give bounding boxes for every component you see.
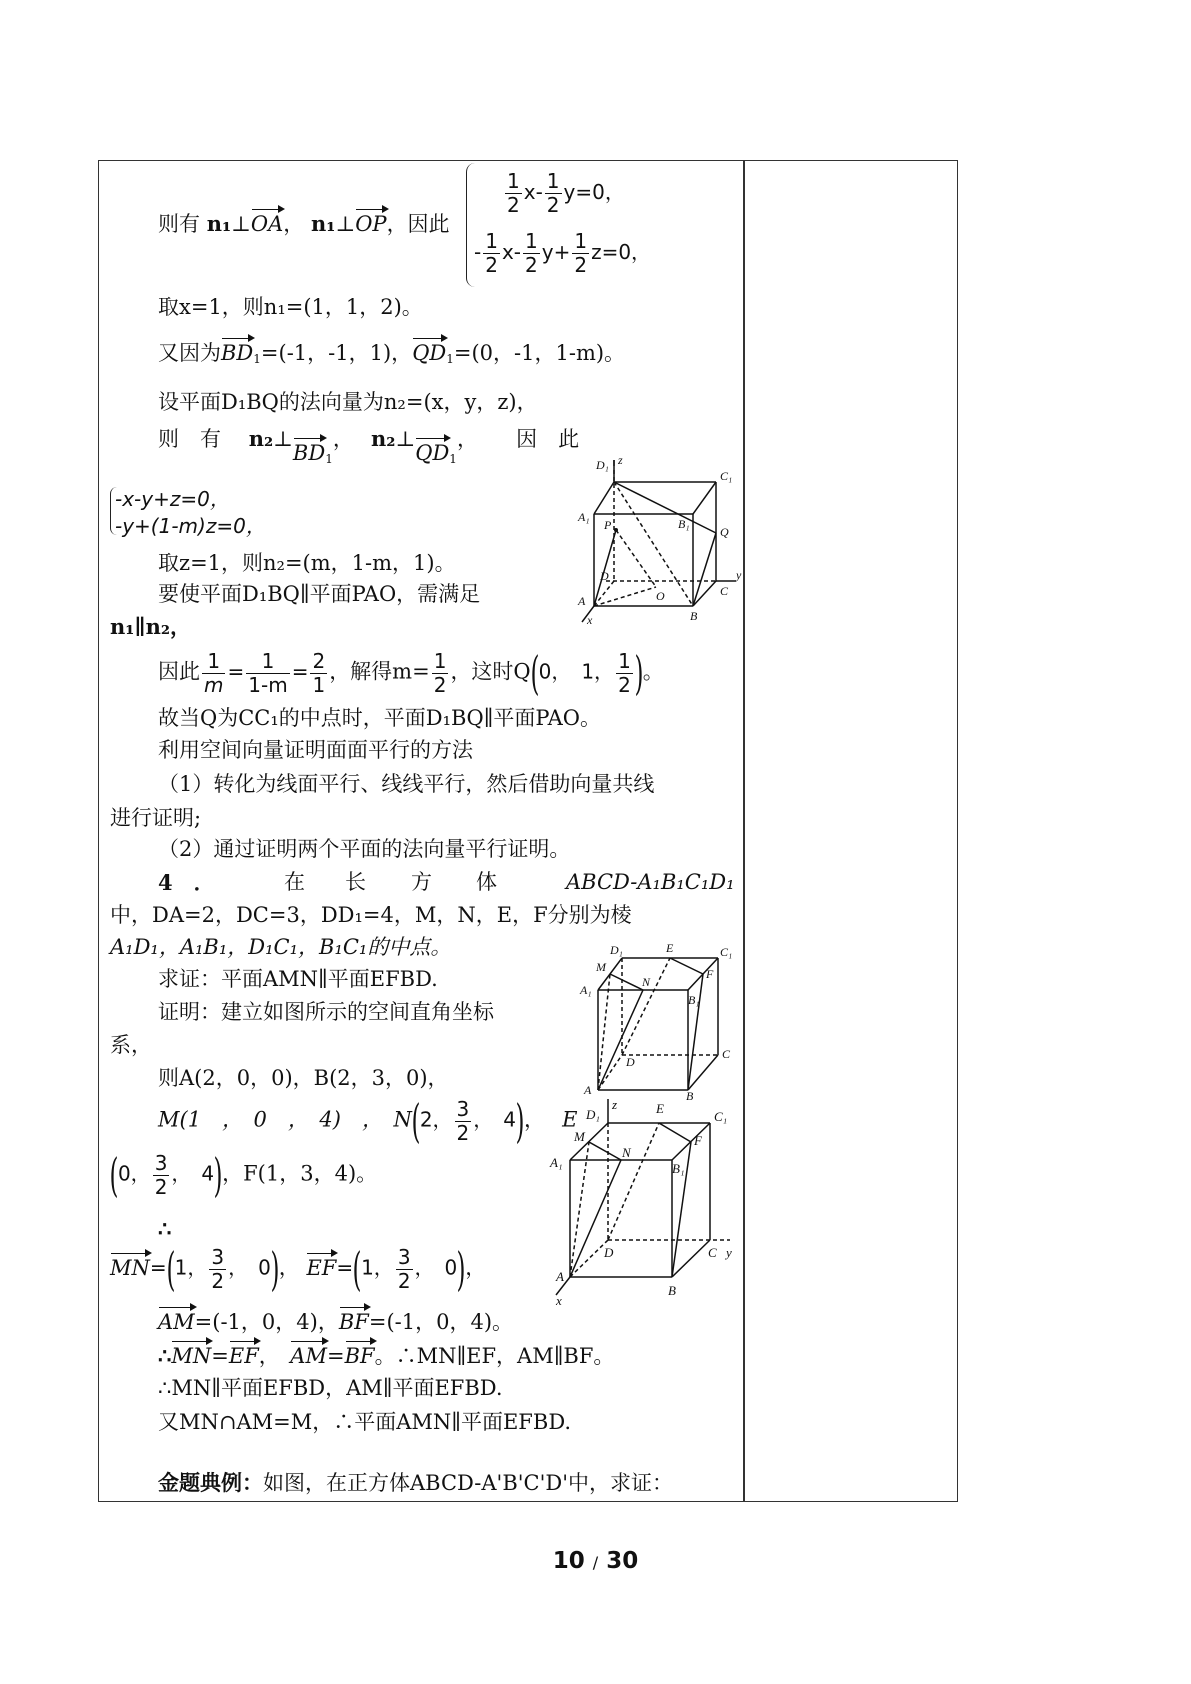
vector-MN: MN — [171, 1344, 212, 1368]
label-A: A — [578, 594, 586, 608]
line-13: 进行证明; — [110, 806, 202, 830]
denominator: 2 — [574, 253, 588, 277]
line-2: 取x=1，则n₁=(1，1，2)。 — [158, 295, 423, 319]
label-P: P — [604, 518, 612, 532]
label-M: M — [574, 1129, 585, 1144]
expr: x- — [501, 240, 522, 264]
label-A1: A₁ — [578, 510, 590, 524]
equals: = — [326, 1344, 345, 1368]
fraction — [545, 171, 562, 216]
denominator: 2 — [485, 253, 498, 277]
label-z: z — [618, 453, 623, 467]
line-27 — [158, 1345, 614, 1367]
fraction — [483, 231, 500, 276]
comma: ， — [283, 212, 305, 236]
label-F: F — [706, 967, 714, 981]
label-B1: B₁ — [678, 517, 690, 531]
box-figure-2 — [578, 940, 738, 1103]
line-10: 故当Q为CC₁的中点时，平面D₁BQ∥平面PAO。 — [158, 706, 601, 730]
label-B: B — [690, 609, 698, 623]
label-F: F — [694, 1133, 702, 1148]
label-E: E — [666, 941, 674, 955]
fraction — [523, 231, 540, 276]
table-column-divider — [743, 160, 745, 1502]
word: 方 — [411, 870, 432, 894]
label-D: D — [626, 1055, 635, 1069]
line-4: 设平面D₁BQ的法向量为n₂=(x，y，z)， — [158, 390, 538, 414]
label-N: N — [622, 1145, 631, 1160]
vector-EF: EF — [306, 1255, 337, 1280]
text: ，这时Q — [450, 659, 531, 684]
coords: 1， — [174, 1255, 208, 1280]
vector-QD1: QD — [412, 341, 447, 365]
line-12: （1）转化为线面平行、线线平行，然后借助向量共线 — [158, 772, 655, 796]
label-A1: A₁ — [550, 1155, 563, 1170]
text: =(-1，0，4)。 — [368, 1310, 514, 1334]
denominator: 2 — [525, 253, 538, 277]
line-8: n₁∥n₂， — [110, 614, 192, 639]
fraction — [310, 648, 327, 697]
minus: - — [474, 240, 482, 264]
numerator: 3 — [154, 1150, 168, 1175]
label-D: D — [604, 1245, 614, 1260]
label-C1: C₁ — [720, 469, 733, 483]
therefore: ∴ — [158, 1343, 172, 1368]
line-29: 又MN∩AM=M，∴平面AMN∥平面EFBD. — [158, 1410, 572, 1434]
fraction — [209, 1244, 226, 1293]
numerator: 2 — [312, 648, 326, 673]
denominator: 2 — [507, 193, 520, 217]
vector-MN: MN — [110, 1255, 150, 1280]
coords: ， 4 — [473, 1107, 517, 1132]
line-20: 系， — [110, 1033, 152, 1057]
text: 则有 — [158, 212, 200, 236]
expr: y=0， — [563, 180, 625, 204]
denominator: 2 — [154, 1174, 168, 1199]
comma: ， — [332, 427, 344, 451]
denominator: 1 — [312, 672, 326, 697]
label-Q: Q — [720, 525, 729, 539]
vector-AM: AM — [290, 1344, 327, 1368]
line-21: 则A(2，0，0)，B(2，3，0)， — [158, 1066, 449, 1090]
label-x: x — [587, 613, 593, 627]
label-N: N — [642, 975, 651, 989]
denominator: 2 — [397, 1268, 411, 1293]
total-pages: 30 — [606, 1548, 639, 1574]
denominator: 1-m — [248, 672, 288, 697]
point-E: E — [562, 1107, 578, 1132]
word: 长 — [345, 870, 366, 894]
perp-symbol: ⊥ — [231, 212, 251, 236]
fraction — [246, 648, 289, 697]
numerator: 1 — [246, 651, 289, 674]
vector-BD1: BD — [221, 341, 254, 365]
line-7: 要使平面D₁BQ∥平面PAO，需满足 — [158, 582, 481, 606]
label-C: C — [722, 1047, 731, 1061]
comma: ， — [278, 1255, 300, 1280]
denominator: m — [204, 672, 224, 697]
denominator: 2 — [618, 672, 631, 697]
item-4-number: 4 ． — [158, 870, 215, 895]
vector-QD1: QD — [415, 441, 450, 465]
coords: ， 4 — [171, 1161, 215, 1186]
vector-n2: n₂ — [371, 426, 396, 451]
fraction — [396, 1244, 413, 1293]
line-19: 证明：建立如图所示的空间直角坐标 — [158, 1000, 494, 1024]
expr: z=0， — [591, 240, 652, 264]
numerator: 1 — [525, 229, 538, 253]
label-D1: D₁ — [610, 943, 623, 957]
text: =(-1，0，4)， — [194, 1310, 339, 1334]
text: =(0，-1，1-m)。 — [453, 341, 626, 365]
label-A: A — [556, 1269, 564, 1284]
text: ，因此 — [386, 212, 450, 236]
label-O: O — [656, 589, 665, 603]
system2-row1: -x-y+z=0， — [115, 487, 230, 511]
coords: 0， — [117, 1161, 151, 1186]
label-z: z — [612, 1097, 618, 1112]
text: ，解得m= — [329, 659, 430, 684]
page-separator: / — [592, 1553, 599, 1572]
point-P-marker — [614, 528, 618, 532]
text: =(-1，-1，1)， — [260, 341, 413, 365]
vector-n1: n₁ — [206, 211, 232, 236]
word: 在 — [284, 870, 305, 894]
vector-BD1: BD — [292, 441, 326, 465]
fraction — [432, 648, 449, 697]
fraction — [202, 648, 225, 697]
text: 则 有 — [158, 427, 221, 451]
vector-BF: BF — [338, 1310, 369, 1334]
comma: ， — [523, 1107, 535, 1132]
vector-n1: n₁ — [310, 211, 336, 236]
label-B: B — [668, 1283, 676, 1298]
text: M(1 ， 0 ， 4) ， N — [158, 1107, 412, 1132]
word: ABCD-A₁B₁C₁D₁ — [566, 870, 735, 894]
label-B: B — [686, 1089, 694, 1103]
line-14: （2）通过证明两个平面的法向量平行证明。 — [158, 837, 571, 861]
vector-OP: OP — [355, 212, 387, 236]
system1-row2 — [474, 231, 651, 276]
vector-n2: n₂ — [248, 426, 274, 451]
numerator: 1 — [485, 229, 498, 253]
subscript: 1 — [446, 352, 454, 366]
label-E: E — [656, 1101, 664, 1116]
label-M: M — [596, 960, 606, 974]
text: 如图，在正方体ABCD-A'B'C'D'中，求证： — [263, 1471, 673, 1495]
text: 。 — [642, 659, 664, 684]
system1-row1 — [503, 171, 625, 216]
label-C1: C₁ — [720, 945, 733, 959]
line-3 — [158, 343, 625, 365]
label-C1: C₁ — [714, 1109, 728, 1124]
vector-EF: EF — [228, 1344, 259, 1368]
line-6: 取z=1，则n₂=(m，1-m，1)。 — [158, 551, 456, 575]
expr: x- — [523, 180, 543, 204]
label-A1: A₁ — [580, 983, 592, 997]
perp-symbol: ⊥ — [273, 427, 293, 451]
label-C: C — [720, 584, 729, 598]
line-1 — [158, 213, 450, 235]
label-D1: D₁ — [596, 458, 609, 472]
numerator: 3 — [211, 1244, 225, 1269]
label-A: A — [584, 1083, 592, 1097]
subscript: 1 — [253, 352, 261, 366]
line-25: MN=(1， $\frac{3}{2}$ ， 0)， EF=(1， $\frac{3}{2}$ ， 0)， — [110, 1242, 487, 1296]
label-C: C — [708, 1245, 717, 1260]
text: 。∴MN∥EF，AM∥BF。 — [374, 1344, 615, 1368]
numerator: 1 — [618, 648, 631, 673]
fraction — [153, 1150, 170, 1199]
numerator: 1 — [574, 229, 588, 253]
denominator: 2 — [211, 1268, 225, 1293]
fraction — [505, 171, 522, 216]
label-y: y — [726, 1245, 732, 1260]
numerator: 1 — [546, 169, 560, 193]
line-9: 因此 $\frac{1}{m}$ = $\frac{1}{1-m}$ = $\frac{2}{1}$ ，解得m= $\frac{1}{2}$ ，这时Q(0， 1， $\frac{1}{2}$ )。 — [158, 646, 664, 700]
example-heading: 金题典例： — [158, 1470, 263, 1495]
line-5 — [158, 426, 580, 466]
line-22: M(1 ， 0 ， 4) ， N(2， $\frac{3}{2}$ ， 4)， E — [158, 1094, 578, 1148]
line-24: ∴ — [158, 1216, 172, 1241]
line-23: (0， $\frac{3}{2}$ ， 4)，F(1，3，4)。 — [109, 1148, 378, 1202]
system2-row2: -y+(1-m)z=0， — [115, 514, 266, 538]
label-D: D — [600, 569, 609, 583]
line-18: 求证：平面AMN∥平面EFBD. — [158, 967, 438, 991]
word: 体 — [476, 870, 497, 894]
expr: y+ — [541, 240, 571, 264]
text: 因 此 — [516, 427, 580, 451]
comma: ， — [465, 1255, 487, 1280]
coords: ， 0 — [228, 1255, 271, 1280]
cube-figure-1 — [578, 453, 746, 627]
label-x: x — [556, 1293, 562, 1308]
line-30 — [158, 1472, 673, 1494]
line-26 — [158, 1312, 513, 1333]
label-B1: B₁ — [688, 993, 700, 1007]
vector-AM: AM — [158, 1310, 195, 1334]
denominator: 2 — [456, 1120, 470, 1145]
box-figure-3 — [550, 1095, 740, 1307]
label-D1: D₁ — [586, 1107, 600, 1122]
line-28: ∴MN∥平面EFBD，AM∥平面EFBD. — [158, 1376, 503, 1400]
vector-OA: OA — [250, 212, 284, 236]
text: 又因为 — [158, 341, 221, 365]
comma: ， — [456, 427, 468, 451]
equals: = — [211, 1344, 229, 1368]
coords: ， 0 — [414, 1255, 458, 1280]
vector-BF: BF — [344, 1344, 375, 1368]
denominator: 2 — [546, 193, 560, 217]
coords: 1， — [361, 1255, 394, 1280]
numerator: 1 — [433, 648, 447, 673]
page-number — [0, 1548, 1191, 1574]
text: ，F(1，3，4)。 — [222, 1161, 378, 1186]
fraction — [572, 231, 589, 276]
numerator: 1 — [507, 169, 520, 193]
numerator: 1 — [202, 651, 225, 674]
equals: = — [336, 1255, 354, 1280]
text: 因此 — [158, 659, 200, 684]
current-page: 10 — [552, 1548, 585, 1574]
coords: 2， — [419, 1107, 453, 1132]
coords: 0， 1， — [538, 659, 615, 684]
numerator: 3 — [397, 1244, 411, 1269]
perp-symbol: ⊥ — [395, 427, 416, 451]
comma: ， — [258, 1344, 270, 1368]
perp-symbol: ⊥ — [335, 212, 356, 236]
subscript: 1 — [449, 452, 457, 466]
line-17: A₁D₁，A₁B₁，D₁C₁，B₁C₁的中点。 — [110, 935, 452, 959]
subscript: 1 — [325, 452, 333, 466]
numerator: 3 — [456, 1096, 470, 1121]
equals: = — [149, 1255, 167, 1280]
label-y: y — [736, 568, 742, 582]
fraction — [616, 648, 633, 697]
line-16: 中，DA=2，DC=3，DD₁=4，M，N，E，F分别为棱 — [110, 903, 632, 927]
fraction — [455, 1096, 472, 1145]
line-11: 利用空间向量证明面面平行的方法 — [158, 738, 473, 762]
denominator: 2 — [433, 672, 447, 697]
label-B1: B₁ — [672, 1161, 685, 1176]
